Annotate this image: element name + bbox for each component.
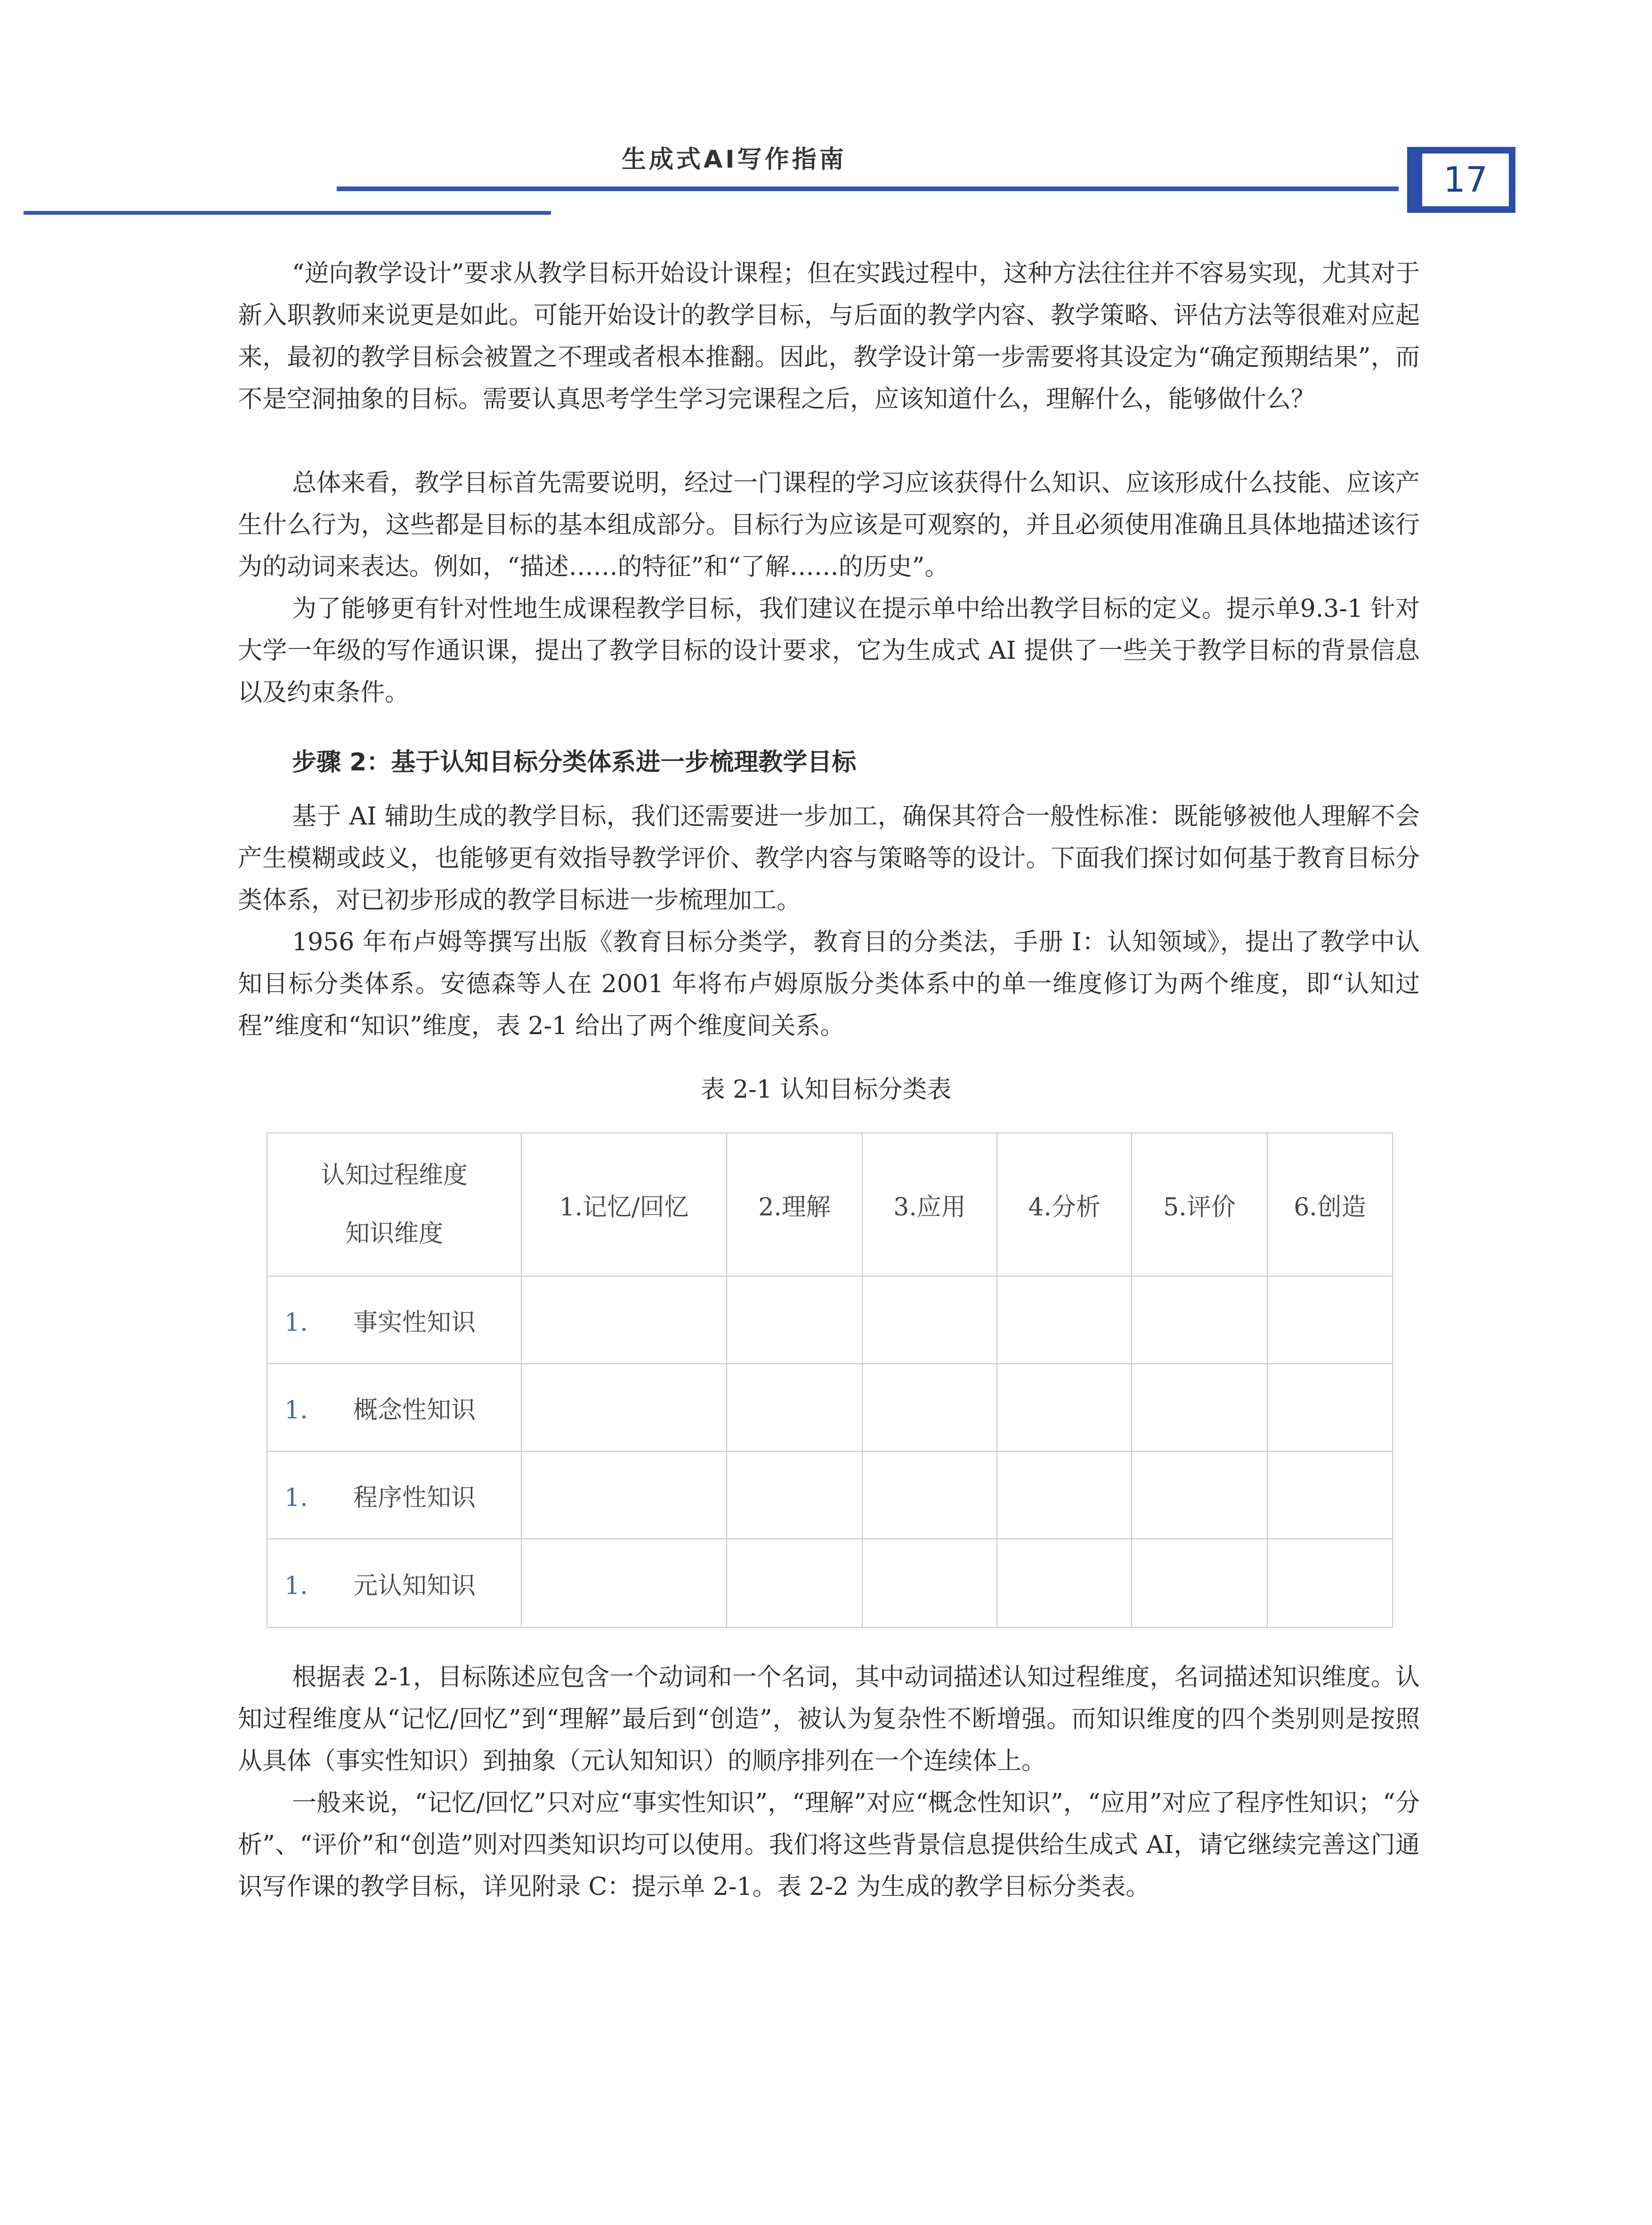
table-cell	[997, 1539, 1132, 1627]
table-row	[267, 1451, 1393, 1539]
table-cell	[1132, 1364, 1267, 1451]
table-cell	[521, 1451, 727, 1539]
column-header: 5.评价	[1132, 1133, 1267, 1276]
table-cell	[862, 1364, 997, 1451]
paragraph-5: 1956 年布卢姆等撰写出版《教育目标分类学，教育目的分类法，手册 I：认知领域》，提出了教学中认知目标分类体系。安德森等人在 2001 年将布卢姆原版分类体系中的单一维度修订为两个维度，即“认知过程”维度和“知识”维度，表 2-1 给出了两个维度间关系。	[238, 928, 1420, 1040]
table-row	[267, 1539, 1393, 1627]
table-caption: 表 2-1 认知目标分类表	[700, 1076, 952, 1104]
row-label: 概念性知识	[353, 1396, 476, 1424]
table-corner-cell	[267, 1133, 521, 1276]
corner-label-process: 认知过程维度	[320, 1161, 468, 1189]
page-number-badge	[1407, 147, 1515, 213]
row-number: 1.	[284, 1483, 308, 1512]
table-header-row	[267, 1133, 1393, 1276]
table-cell	[521, 1539, 727, 1627]
table-cell	[997, 1364, 1132, 1451]
column-header: 3.应用	[862, 1133, 997, 1276]
table-row	[267, 1364, 1393, 1451]
row-label: 程序性知识	[353, 1483, 476, 1512]
column-header: 4.分析	[997, 1133, 1132, 1276]
running-header-title: 生成式AI写作指南	[622, 146, 847, 174]
column-header: 6.创造	[1267, 1133, 1393, 1276]
column-header: 2.理解	[727, 1133, 862, 1276]
corner-label-knowledge: 知识维度	[345, 1220, 443, 1248]
row-header	[267, 1276, 521, 1364]
table-cell	[997, 1276, 1132, 1364]
table-cell	[1132, 1451, 1267, 1539]
table-cell	[1267, 1539, 1393, 1627]
paragraph-4: 基于 AI 辅助生成的教学目标，我们还需要进一步加工，确保其符合一般性标准：既能够被他人理解不会产生模糊或歧义，也能够更有效指导教学评价、教学内容与策略等的设计。下面我们探讨如何基于教育目标分类体系，对已初步形成的教学目标进一步梳理加工。	[238, 802, 1420, 914]
table-cell	[862, 1276, 997, 1364]
row-header	[267, 1451, 521, 1539]
table-cell	[727, 1451, 862, 1539]
table-cell	[521, 1364, 727, 1451]
table-cell	[997, 1451, 1132, 1539]
header-rule-left	[24, 211, 551, 215]
table-row	[267, 1276, 1393, 1364]
paragraph-1: “逆向教学设计”要求从教学目标开始设计课程；但在实践过程中，这种方法往往并不容易实现，尤其对于新入职教师来说更是如此。可能开始设计的教学目标，与后面的教学内容、教学策略、评估方法等很难对应起来，最初的教学目标会被置之不理或者根本推翻。因此，教学设计第一步需要将其设定为“确定预期结果”，而不是空洞抽象的目标。需要认真思考学生学习完课程之后，应该知道什么，理解什么，能够做什么？	[238, 259, 1420, 413]
cognitive-taxonomy-table	[267, 1133, 1393, 1628]
header-rule	[337, 186, 1399, 191]
table-cell	[727, 1364, 862, 1451]
paragraph-6: 根据表 2-1，目标陈述应包含一个动词和一个名词，其中动词描述认知过程维度，名词描述知识维度。认知过程维度从“记忆/回忆”到“理解”最后到“创造”，被认为复杂性不断增强。而知识维度的四个类别则是按照从具体（事实性知识）到抽象（元认知知识）的顺序排列在一个连续体上。	[238, 1663, 1420, 1775]
step-2-heading: 步骤 2：基于认知目标分类体系进一步梳理教学目标	[292, 748, 857, 777]
table-cell	[1267, 1364, 1393, 1451]
row-label: 事实性知识	[353, 1308, 476, 1337]
row-header	[267, 1539, 521, 1627]
row-header	[267, 1364, 521, 1451]
table-cell	[1267, 1276, 1393, 1364]
paragraph-7: 一般来说，“记忆/回忆”只对应“事实性知识”，“理解”对应“概念性知识”，“应用”对应了程序性知识；“分析”、“评价”和“创造”则对四类知识均可以使用。我们将这些背景信息提供给生成式 AI，请它继续完善这门通识写作课的教学目标，详见附录 C：提示单 2-1。表 2-2 为生成的教学目标分类表。	[238, 1789, 1420, 1901]
paragraph-3: 为了能够更有针对性地生成课程教学目标，我们建议在提示单中给出教学目标的定义。提示单9.3-1 针对大学一年级的写作通识课，提出了教学目标的设计要求，它为生成式 AI 提供了一些关于教学目标的背景信息以及约束条件。	[238, 595, 1420, 707]
row-number: 1.	[284, 1308, 308, 1337]
table-cell	[1132, 1276, 1267, 1364]
table-cell	[521, 1276, 727, 1364]
column-header: 1.记忆/回忆	[521, 1133, 727, 1276]
paragraph-2: 总体来看，教学目标首先需要说明，经过一门课程的学习应该获得什么知识、应该形成什么技能、应该产生什么行为，这些都是目标的基本组成部分。目标行为应该是可观察的，并且必须使用准确且具体地描述该行为的动词来表达。例如，“描述……的特征”和“了解……的历史”。	[238, 469, 1420, 581]
table-cell	[1132, 1539, 1267, 1627]
table-cell	[727, 1276, 862, 1364]
table-cell	[1267, 1451, 1393, 1539]
table-cell	[862, 1451, 997, 1539]
table-cell	[727, 1539, 862, 1627]
row-number: 1.	[284, 1571, 308, 1600]
row-number: 1.	[284, 1396, 308, 1424]
table-cell	[862, 1539, 997, 1627]
row-label: 元认知知识	[353, 1571, 476, 1600]
page-number: 17	[1422, 154, 1509, 206]
